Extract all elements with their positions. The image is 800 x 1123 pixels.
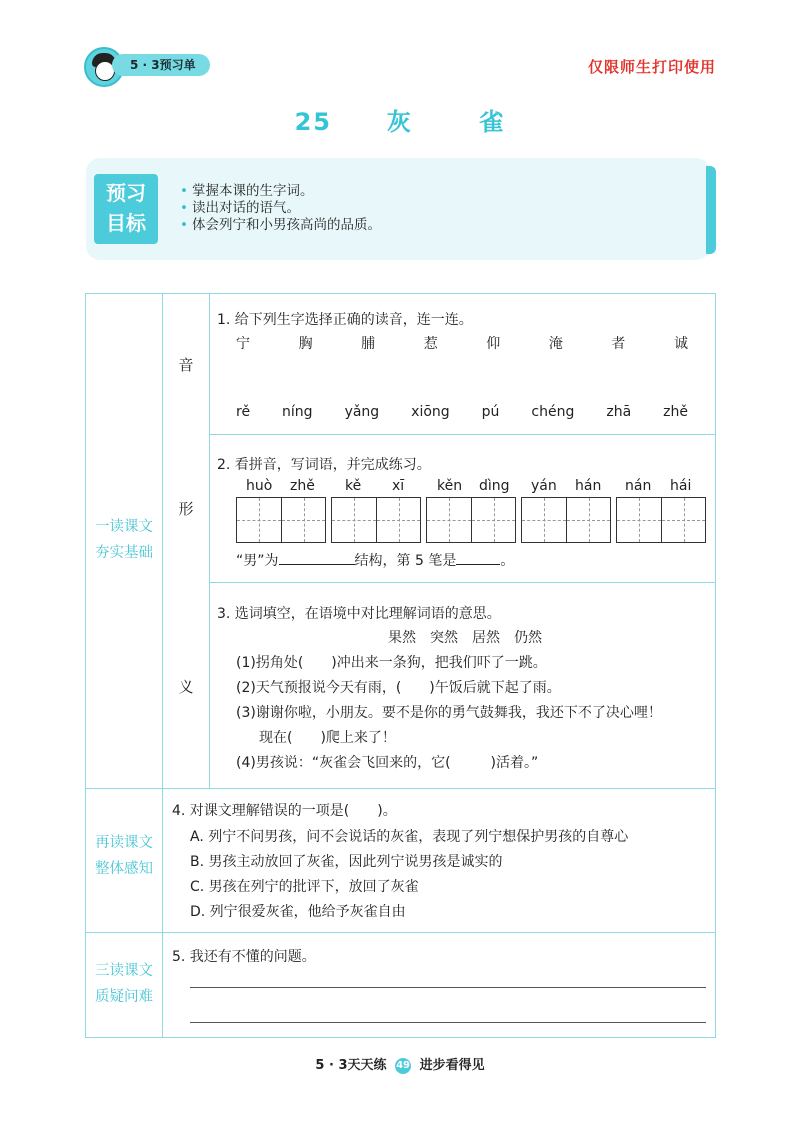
q3-sentence-1: (1)拐角处( )冲出来一条狗，把我们吓了一跳。: [236, 655, 547, 671]
lesson-title-char1: 灰: [386, 108, 413, 136]
q4-option-a[interactable]: A. 列宁不问男孩，问不会说话的灰雀，表现了列宁想保护男孩的自尊心: [190, 829, 629, 845]
q1-char[interactable]: 宁: [236, 336, 250, 352]
q2-writing-box[interactable]: [236, 497, 326, 543]
objective-panel-tab: [706, 166, 716, 254]
q3-sentence-3: (3)谢谢你啦，小朋友。要不是你的勇气鼓舞我，我还下不了决心哩！: [236, 705, 662, 721]
q4-option-b[interactable]: B. 男孩主动放回了灰雀，因此列宁说男孩是诚实的: [190, 854, 503, 870]
q1-char[interactable]: 胸: [298, 336, 313, 352]
q2-writing-box[interactable]: [616, 497, 706, 543]
q2-pinyin: huò: [246, 478, 273, 494]
q2-writing-box[interactable]: [521, 497, 611, 543]
q3-sentence-2: (2)天气预报说今天有雨，( )午饭后就下起了雨。: [236, 680, 561, 696]
q5-answer-line[interactable]: [190, 987, 706, 988]
print-notice: 仅限师生打印使用: [587, 58, 716, 76]
sub-label-form: 形: [178, 500, 194, 518]
q2-pinyin: yán: [531, 478, 557, 494]
q2-writing-box[interactable]: [426, 497, 516, 543]
q1-pinyin-option[interactable]: xiōng: [411, 404, 450, 420]
q2-pinyin: xī: [392, 478, 405, 494]
q2-fill-line: “男”为 结构，第 5 笔是 。: [236, 550, 514, 570]
q2-pinyin: zhě: [290, 478, 315, 494]
q4-option-d[interactable]: D. 列宁很爱灰雀，他给予灰雀自由: [190, 904, 406, 920]
q1-char[interactable]: 淹: [548, 336, 563, 352]
q1-pinyin-option[interactable]: rě: [236, 404, 251, 420]
q1-pinyin-option[interactable]: chéng: [531, 404, 575, 420]
section-label-overview: 再读课文 整体感知: [95, 835, 153, 877]
section-label-questions: 三读课文 质疑问难: [95, 963, 153, 1005]
q1-char[interactable]: 脯: [361, 336, 376, 352]
q2-pinyin: hái: [670, 478, 692, 494]
question-5-prompt: 5. 我还有不懂的问题。: [172, 949, 316, 965]
q1-pinyin: [236, 404, 688, 420]
section-label-basics: 一读课文 夯实基础: [95, 519, 153, 561]
footer-slogan: 进步看得见: [419, 1058, 485, 1073]
q2-writing-box[interactable]: [331, 497, 421, 543]
q2-blank-structure[interactable]: [279, 550, 355, 565]
q1-char[interactable]: 惹: [423, 336, 438, 352]
page-footer: [0, 1054, 800, 1074]
q2-pinyin: kěn: [437, 478, 463, 494]
q1-pinyin-option[interactable]: yǎng: [344, 404, 380, 420]
q5-answer-line[interactable]: [190, 1022, 706, 1023]
q1-pinyin-option[interactable]: pú: [481, 404, 500, 420]
q3-sentence-3-cont: 现在( )爬上来了！: [259, 730, 396, 746]
q1-pinyin-option[interactable]: zhā: [606, 404, 632, 420]
lesson-number: 25: [294, 108, 332, 136]
q2-blank-stroke[interactable]: [456, 550, 500, 565]
q2-pinyin: nán: [625, 478, 652, 494]
page-number: 49: [395, 1058, 411, 1074]
lesson-title: [0, 102, 800, 137]
objective-item: • 读出对话的语气。: [180, 200, 300, 216]
question-4-prompt: 4. 对课文理解错误的一项是( )。: [172, 803, 397, 819]
q1-characters: [236, 333, 688, 353]
q1-char[interactable]: 诚: [673, 336, 688, 352]
objective-label: 预习 目标: [94, 174, 158, 244]
q1-char[interactable]: 仰: [486, 336, 501, 352]
q1-pinyin-option[interactable]: níng: [282, 404, 313, 420]
question-2-prompt: 2. 看拼音，写词语，并完成练习。: [217, 457, 431, 473]
q3-word-options: 果然 突然 居然 仍然: [388, 630, 542, 646]
sub-label-meaning: 义: [178, 678, 194, 696]
q2-pinyin: hán: [575, 478, 602, 494]
objective-item: • 掌握本课的生字词。: [180, 183, 314, 199]
q3-sentence-4: (4)男孩说：“灰雀会飞回来的，它( )活着。”: [236, 755, 539, 771]
q1-char[interactable]: 者: [611, 336, 626, 352]
series-badge: 5 · 3预习单: [112, 54, 210, 76]
question-1-prompt: 1. 给下列生字选择正确的读音，连一连。: [217, 312, 473, 328]
q1-pinyin-option[interactable]: zhě: [663, 404, 688, 420]
objective-list: [180, 183, 381, 234]
footer-series: 5 · 3天天练: [315, 1058, 387, 1073]
objective-item: • 体会列宁和小男孩高尚的品质。: [180, 217, 381, 233]
sub-label-sound: 音: [178, 356, 194, 374]
lesson-title-char2: 雀: [479, 108, 506, 136]
q4-option-c[interactable]: C. 男孩在列宁的批评下，放回了灰雀: [190, 879, 419, 895]
question-3-prompt: 3. 选词填空，在语境中对比理解词语的意思。: [217, 606, 501, 622]
q2-pinyin: dìng: [479, 478, 510, 494]
q2-pinyin: kě: [345, 478, 362, 494]
